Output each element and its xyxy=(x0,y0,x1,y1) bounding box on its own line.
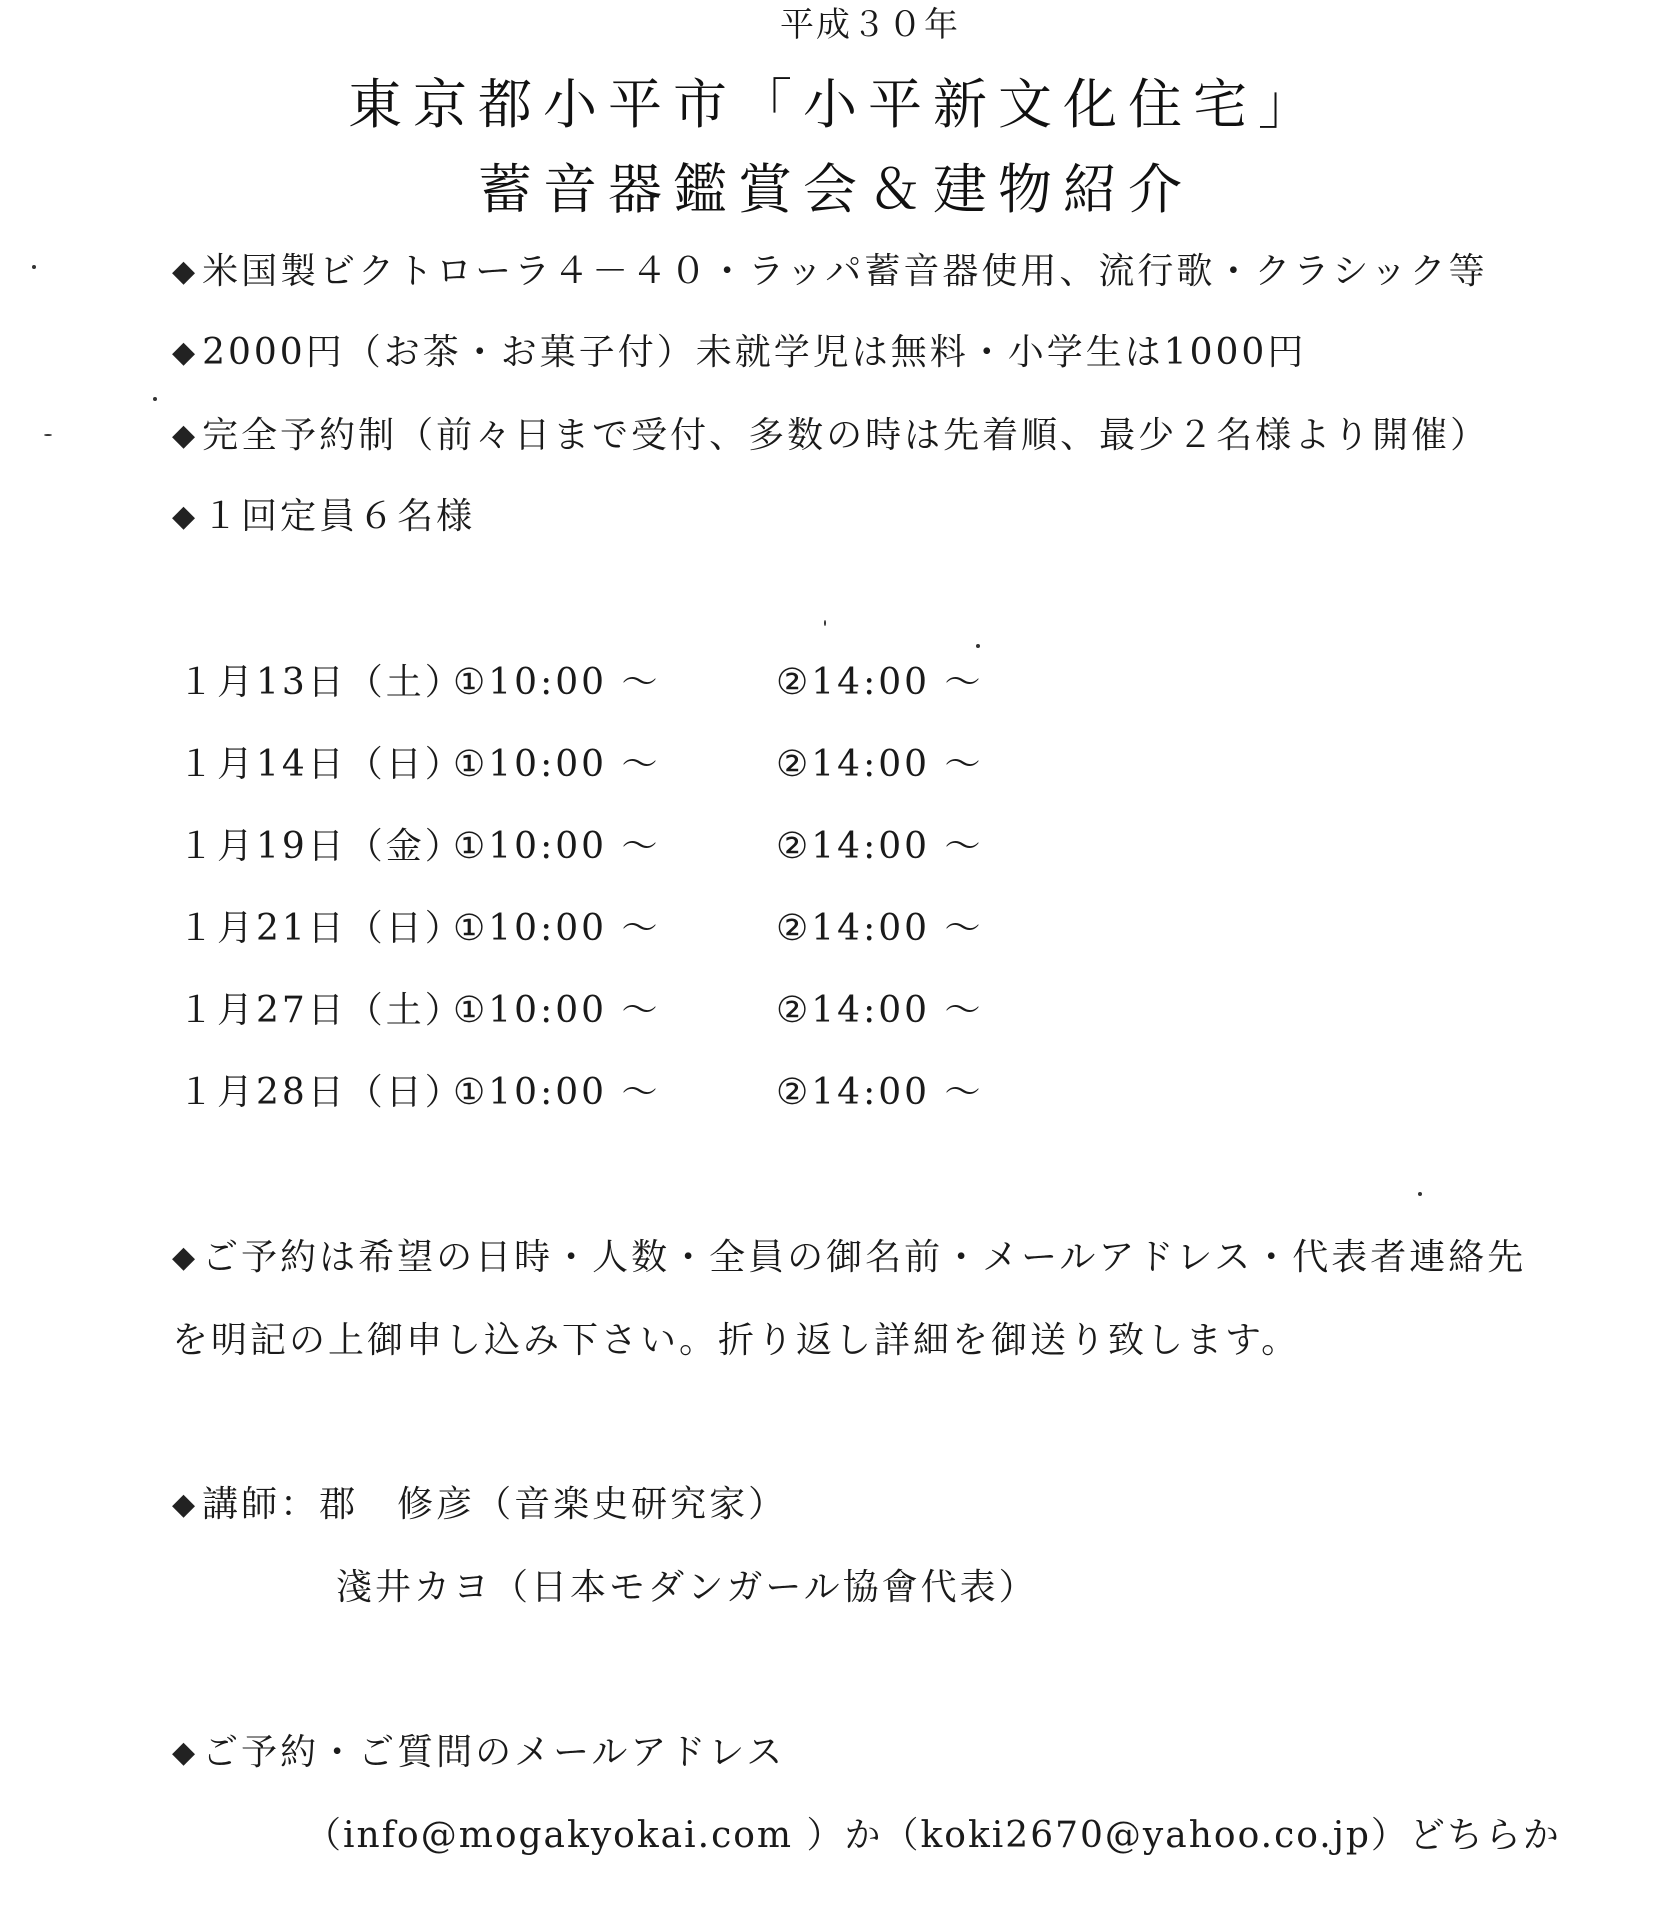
reservation-text-line1: ご予約は希望の日時・人数・全員の御名前・メールアドレス・代表者連絡先 xyxy=(202,1237,1527,1278)
contact-section xyxy=(172,1732,786,1773)
era-year: 平成３０年 xyxy=(780,5,960,45)
diamond-bullet-icon: ◆ xyxy=(172,1735,199,1770)
schedule-date: １月28日（日） xyxy=(178,1072,464,1113)
scan-speck xyxy=(1418,1192,1422,1196)
diamond-bullet-icon: ◆ xyxy=(172,418,199,453)
info-item-text: 米国製ビクトローラ４－４０・ラッパ蓄音器使用、流行歌・クラシック等 xyxy=(202,251,1488,292)
schedule-row xyxy=(178,908,984,949)
diamond-bullet-icon: ◆ xyxy=(172,1487,199,1522)
scan-speck xyxy=(32,265,36,269)
lecturer-2: 淺井カヨ（日本モダンガール協會代表） xyxy=(336,1567,1038,1608)
schedule-session-2: ②14:00 ～ xyxy=(776,1072,984,1113)
diamond-bullet-icon: ◆ xyxy=(172,335,199,370)
schedule-date: １月14日（日） xyxy=(178,744,464,785)
reservation-instructions xyxy=(172,1237,1527,1278)
diamond-bullet-icon: ◆ xyxy=(172,254,199,289)
diamond-bullet-icon: ◆ xyxy=(172,1240,199,1275)
scan-speck xyxy=(44,434,52,436)
info-item-text: 2000円（お茶・お菓子付）未就学児は無料・小学生は1000円 xyxy=(202,332,1307,373)
schedule-session-1: ①10:00 ～ xyxy=(453,826,661,867)
schedule-row xyxy=(178,1072,984,1113)
schedule-date: １月21日（日） xyxy=(178,908,464,949)
scan-speck xyxy=(824,620,826,626)
schedule-date: １月13日（土） xyxy=(178,662,464,703)
reservation-text-line2: を明記の上御申し込み下さい。折り返し詳細を御送り致します。 xyxy=(172,1320,1301,1361)
schedule-session-2: ②14:00 ～ xyxy=(776,744,984,785)
lecturer-section xyxy=(172,1484,788,1525)
schedule-date: １月27日（土） xyxy=(178,990,464,1031)
diamond-bullet-icon: ◆ xyxy=(172,499,199,534)
schedule-session-2: ②14:00 ～ xyxy=(776,662,984,703)
schedule-session-2: ②14:00 ～ xyxy=(776,826,984,867)
info-item-reservation-policy xyxy=(172,415,1490,456)
schedule-row xyxy=(178,662,984,703)
schedule-session-2: ②14:00 ～ xyxy=(776,908,984,949)
info-item-text: １回定員６名様 xyxy=(202,496,476,537)
schedule-session-1: ①10:00 ～ xyxy=(453,1072,661,1113)
schedule-session-1: ①10:00 ～ xyxy=(453,662,661,703)
info-item-capacity xyxy=(172,496,476,537)
info-item-gramophone xyxy=(172,251,1488,292)
info-item-price xyxy=(172,332,1307,373)
scan-speck xyxy=(976,644,980,648)
lecturer-1: 講師：郡 修彦（音楽史研究家） xyxy=(202,1484,788,1525)
contact-emails: （info@mogakyokai.com ）か（koki2670@yahoo.co.jp）どちらか xyxy=(305,1815,1561,1856)
schedule-session-2: ②14:00 ～ xyxy=(776,990,984,1031)
info-item-text: 完全予約制（前々日まで受付、多数の時は先着順、最少２名様より開催） xyxy=(202,415,1490,456)
scan-speck xyxy=(153,397,157,401)
schedule-session-1: ①10:00 ～ xyxy=(453,990,661,1031)
contact-heading: ご予約・ご質問のメールアドレス xyxy=(202,1732,786,1773)
schedule-row xyxy=(178,990,984,1031)
schedule-row xyxy=(178,744,984,785)
schedule-session-1: ①10:00 ～ xyxy=(453,744,661,785)
schedule-session-1: ①10:00 ～ xyxy=(453,908,661,949)
schedule-row xyxy=(178,826,984,867)
page-title: 東京都小平市「小平新文化住宅」 xyxy=(348,73,1323,136)
schedule-date: １月19日（金） xyxy=(178,826,464,867)
page-subtitle: 蓄音器鑑賞会＆建物紹介 xyxy=(478,158,1193,221)
